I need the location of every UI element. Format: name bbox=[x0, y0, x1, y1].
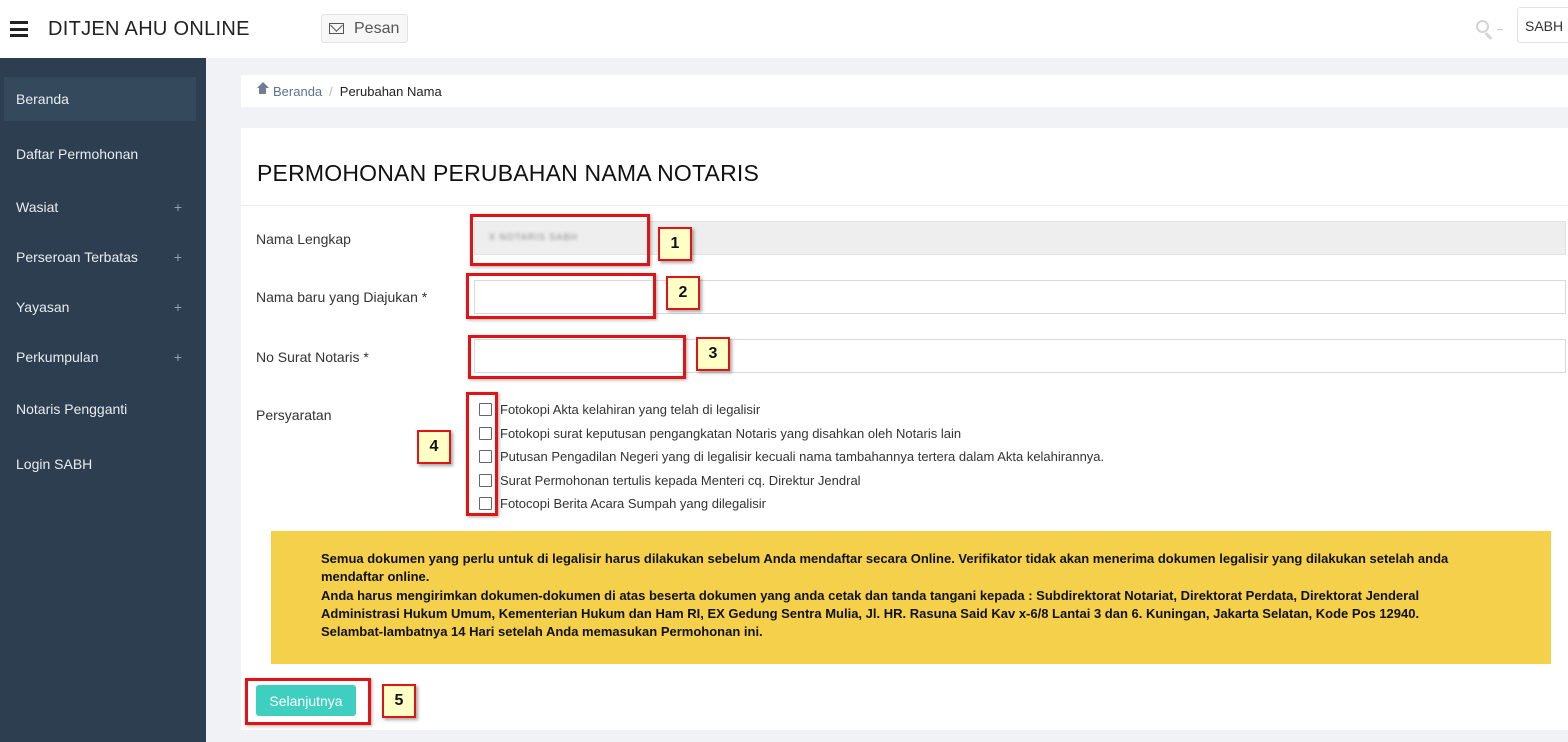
sidebar-item-label: Perseroan Terbatas bbox=[16, 249, 138, 265]
search-icon[interactable] bbox=[1476, 20, 1496, 40]
requirement-item bbox=[479, 492, 1104, 516]
annotation-box-4 bbox=[466, 392, 498, 516]
requirement-label[interactable]: Putusan Pengadilan Negeri yang di legalisir kecuali nama tambahannya tertera dalam Akta kelahirannya. bbox=[500, 449, 1105, 465]
sidebar-item-perkumpulan[interactable] bbox=[0, 335, 206, 379]
no-surat-label: No Surat Notaris * bbox=[256, 349, 369, 365]
requirement-item bbox=[479, 398, 1104, 422]
sidebar-item-wasiat[interactable] bbox=[0, 185, 206, 229]
notice-line: Semua dokumen yang perlu untuk di legalisir harus dilakukan sebelum Anda mendaftar secara Online. Verifikator tidak akan menerima dokumen legalisir yang dilakukan setelah anda bbox=[321, 551, 1449, 566]
divider bbox=[241, 205, 1568, 206]
expand-icon: + bbox=[173, 249, 182, 265]
sidebar-item-label: Daftar Permohonan bbox=[16, 146, 139, 162]
requirement-label[interactable]: Surat Permohonan tertulis kepada Menteri cq. Direktur Jendral bbox=[500, 472, 861, 488]
sidebar-item-label: Login SABH bbox=[16, 456, 93, 472]
page-title: PERMOHONAN PERUBAHAN NAMA NOTARIS bbox=[257, 160, 760, 186]
user-menu-button[interactable]: SABH bbox=[1517, 7, 1568, 43]
sidebar-item-label: Beranda bbox=[16, 91, 69, 107]
sidebar bbox=[0, 58, 206, 742]
nama-baru-label: Nama baru yang Diajukan * bbox=[256, 289, 428, 305]
sidebar-item-login-sabh[interactable] bbox=[0, 442, 206, 486]
sidebar-item-yayasan[interactable] bbox=[0, 285, 206, 329]
top-navbar bbox=[0, 0, 1568, 58]
home-icon bbox=[256, 85, 268, 95]
requirement-label[interactable]: Fotocopi Berita Acara Sumpah yang dilegalisir bbox=[500, 496, 766, 512]
notice-line: mendaftar online. bbox=[321, 569, 430, 585]
requirement-item bbox=[479, 469, 1104, 493]
nama-lengkap-value: X NOTARIS SABH bbox=[489, 232, 578, 242]
notice-line: Administrasi Hukum Umum, Kementerian Hukum dan Ham RI, EX Gedung Sentra Mulia, Jl. HR. Rasuna Said Kav x-6/8 Lantai 3 dan 6. Kuningan, Jakarta Selatan, Kode Pos 12940. bbox=[321, 605, 1420, 621]
sidebar-item-beranda[interactable] bbox=[4, 77, 196, 121]
annotation-box-5 bbox=[245, 678, 371, 725]
annotation-number-1: 1 bbox=[658, 227, 692, 261]
annotation-box-3 bbox=[468, 335, 686, 379]
annotation-number-2: 2 bbox=[666, 276, 700, 310]
menu-toggle-icon[interactable] bbox=[10, 21, 28, 37]
breadcrumb bbox=[241, 75, 1568, 107]
expand-icon: + bbox=[173, 349, 182, 365]
sidebar-item-label: Yayasan bbox=[16, 299, 70, 315]
expand-icon: + bbox=[173, 199, 182, 215]
sidebar-item-label: Notaris Pengganti bbox=[16, 401, 128, 417]
app-brand[interactable]: DITJEN AHU ONLINE bbox=[48, 18, 250, 40]
expand-icon: + bbox=[173, 299, 182, 315]
persyaratan-checklist bbox=[479, 398, 1104, 516]
requirement-label[interactable]: Fotokopi Akta kelahiran yang telah di legalisir bbox=[500, 402, 761, 418]
nama-lengkap-label: Nama Lengkap bbox=[256, 231, 351, 247]
annotation-number-5: 5 bbox=[382, 684, 416, 718]
requirement-item bbox=[479, 445, 1104, 469]
form-panel bbox=[241, 128, 1568, 730]
search-divider bbox=[1497, 29, 1503, 30]
breadcrumb-home-link[interactable]: Beranda bbox=[273, 83, 323, 99]
sidebar-item-label: Wasiat bbox=[16, 199, 59, 215]
envelope-icon bbox=[329, 23, 344, 34]
persyaratan-label: Persyaratan bbox=[256, 407, 332, 423]
sidebar-item-notaris-pengganti[interactable] bbox=[0, 387, 206, 431]
annotation-box-2 bbox=[466, 273, 656, 319]
selanjutnya-button[interactable]: Selanjutnya bbox=[256, 685, 356, 716]
sidebar-item-label: Perkumpulan bbox=[16, 349, 99, 365]
sidebar-item-daftar-permohonan[interactable] bbox=[0, 132, 206, 176]
requirement-label[interactable]: Fotokopi surat keputusan pengangkatan Notaris yang disahkan oleh Notaris lain bbox=[500, 425, 962, 441]
breadcrumb-separator: / bbox=[329, 83, 333, 99]
notice-box bbox=[271, 531, 1551, 664]
annotation-number-4: 4 bbox=[417, 430, 451, 464]
notice-line: Selambat-lambatnya 14 Hari setelah Anda memasukan Permohonan ini. bbox=[321, 624, 763, 640]
breadcrumb-current: Perubahan Nama bbox=[339, 83, 442, 99]
pesan-label: Pesan bbox=[354, 19, 400, 37]
notice-line: Anda harus mengirimkan dokumen-dokumen di atas beserta dokumen yang anda cetak dan tanda tangani kepada : Subdirektorat Notariat, Direktorat Perdata, Direktorat Jenderal bbox=[321, 587, 1420, 603]
annotation-box-1 bbox=[470, 214, 650, 266]
pesan-button[interactable] bbox=[321, 14, 408, 43]
requirement-item bbox=[479, 422, 1104, 446]
sidebar-item-perseroan-terbatas[interactable] bbox=[0, 235, 206, 279]
annotation-number-3: 3 bbox=[696, 337, 730, 371]
